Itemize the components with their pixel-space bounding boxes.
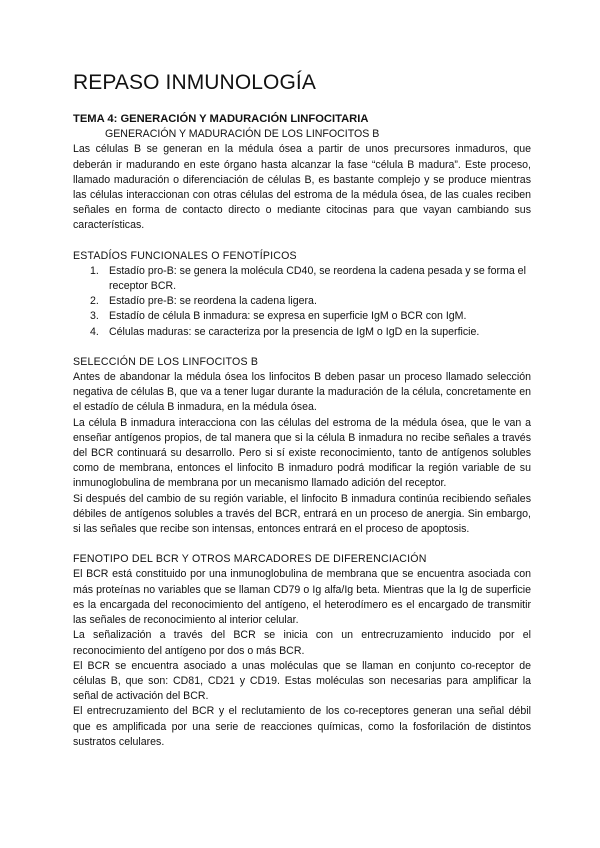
selection-paragraph: Antes de abandonar la médula ósea los linfocitos B deben pasar un proceso llamado selección negativa de células B, que va a tener lugar durante la maduración de la célula, concretamente en el estadío de célula B inmadura, en la médula ósea. — [73, 371, 531, 414]
list-item — [73, 264, 531, 294]
intro-paragraph: Las células B se generan en la médula ósea a partir de unos precursores inmaduros, que deberán ir madurando en este órgano hasta alcanzar la fase “célula B madura”. Este proceso, llamado maduración o diferenciación de células B, es bastante complejo y se produce mientras las células interaccionan con otras células del estroma de la médula ósea, de las cuales reciben señales en forma de contacto directo o mediante citocinas para que vayan cambiando sus características. — [73, 143, 531, 232]
selection-paragraph: Si después del cambio de su región variable, el linfocito B inmadura continúa recibiendo señales débiles de antígenos solubles a través del BCR, entrará en un proceso de anergia. Sin embargo, si las señales que recibe son intensas, entonces entrará en el proceso de apoptosis. — [73, 492, 531, 536]
list-item — [73, 325, 531, 340]
stages-heading: ESTADÍOS FUNCIONALES O FENOTÍPICOS — [73, 249, 297, 262]
bcr-paragraph: El entrecruzamiento del BCR y el reclutamiento de los co-receptores generan una señal débil que es amplificada por una serie de reacciones químicas, como la fosforilación de distintos sustratos celulares. — [73, 705, 531, 748]
list-item — [73, 294, 531, 309]
list-item-text: Células maduras: se caracteriza por la presencia de IgM o IgD en la superficie. — [109, 325, 480, 338]
list-item-number: 1. — [90, 264, 99, 277]
bcr-paragraph: La señalización a través del BCR se inicia con un entrecruzamiento inducido por el reconocimiento del antígeno por dos o más BCR. — [73, 629, 531, 657]
bcr-heading: FENOTIPO DEL BCR Y OTROS MARCADORES DE DIFERENCIACIÓN — [73, 553, 427, 566]
selection-paragraph: La célula B inmadura interacciona con las células del estroma de la médula ósea, que le van a enseñar antígenos propios, de tal manera que si la célula B inmadura no recibe señales a través del BCR continuará su desarrollo. Pero si sí existe reconocimiento, tanto de antígenos solubles como de membrana, entonces el linfocito B inmaduro podrá modificar la región variable de su inmunoglobulina de membrana por un mecanismo llamado adición del receptor. — [73, 416, 531, 490]
bcr-paragraph: El BCR se encuentra asociado a unas moléculas que se llaman en conjunto co-receptor de células B, que son: CD81, CD21 y CD19. Estas moléculas son necesarias para amplificar la señal de activación del BCR. — [73, 659, 531, 703]
list-item-text: Estadío pre-B: se reordena la cadena ligera. — [109, 295, 317, 308]
list-item — [73, 309, 531, 324]
spacer — [73, 234, 531, 249]
bcr-paragraph: El BCR está constituido por una inmunoglobulina de membrana que se encuentra asociada con más proteínas no variables que se llaman CD79 o Ig alfa/Ig beta. Mientras que la Ig de superficie es la encargada del reconocimiento del antígeno, el heterodímero es el encargado de transmitir las señales de reconocimiento al interior celular. — [73, 568, 531, 627]
subheading-b-cells: GENERACIÓN Y MADURACIÓN DE LOS LINFOCITOS B — [105, 128, 380, 141]
list-item-text: Estadío pro-B: se genera la molécula CD40, se reordena la cadena pesada y se forma el receptor BCR. — [109, 264, 526, 293]
list-item-text: Estadío de célula B inmadura: se expresa en superficie IgM o BCR con IgM. — [109, 310, 467, 323]
topic-heading: TEMA 4: GENERACIÓN Y MADURACIÓN LINFOCITARIA — [73, 113, 369, 125]
spacer — [73, 537, 531, 552]
selection-heading: SELECCIÓN DE LOS LINFOCITOS B — [73, 355, 259, 368]
list-item-number: 3. — [90, 310, 99, 323]
list-item-number: 2. — [90, 295, 99, 308]
spacer — [73, 340, 531, 355]
document-title: REPASO INMUNOLOGÍA — [73, 71, 316, 94]
stages-list — [73, 264, 531, 340]
document-body — [73, 112, 531, 750]
list-item-number: 4. — [90, 325, 99, 338]
